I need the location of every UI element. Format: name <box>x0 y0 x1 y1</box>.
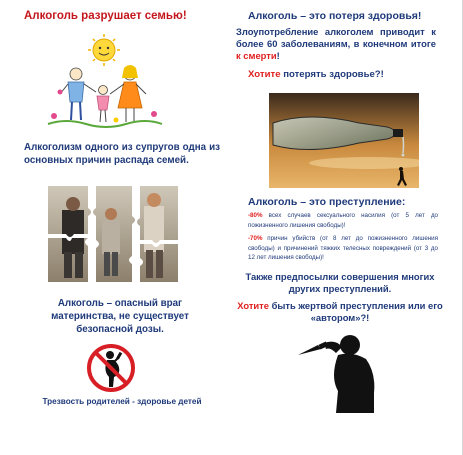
stat2-percent: -70% <box>248 235 263 242</box>
stat1-percent: -80% <box>248 212 263 219</box>
stat-sexual-violence <box>248 211 438 230</box>
left-footer-slogan: Трезвость родителей - здоровье детей <box>42 397 202 406</box>
knife-attacker-silhouette-icon <box>296 333 380 413</box>
health-text: Злоупотребление алкоголем приводит к более 60 заболеваниям, в конечном итоге <box>236 26 436 49</box>
mother-figure <box>110 65 146 122</box>
child-figure <box>97 86 109 123</box>
want-emphasis-2: Хотите <box>237 300 269 311</box>
father-figure <box>60 68 96 120</box>
right-question-health <box>248 69 384 80</box>
left-paragraph-maternity: Алкоголь – опасный враг материнства, не существует безопасной дозы. <box>51 298 189 335</box>
stat1-text: всех случаев сексуального насилия (от 5 лет до пожизненного лишения свободы)! <box>248 212 438 229</box>
stat2-text: причин убийств (от 8 лет до пожизненного лишения свободы) и причинений тяжких телесных повреждений (от 3 до 12 лет лишения свободы)! <box>248 235 438 262</box>
right-question-crime <box>236 300 444 324</box>
right-paragraph-health <box>236 26 436 62</box>
health-text-end: ! <box>276 50 280 61</box>
right-title-health: Алкоголь – это потеря здоровья! <box>248 10 422 22</box>
right-paragraph-other-crimes: Также предпосылки совершения многих других преступлений. <box>245 271 435 294</box>
left-title: Алкоголь разрушает семью! <box>24 10 187 22</box>
sun-icon <box>88 34 120 66</box>
no-alcohol-pregnancy-icon <box>86 343 136 393</box>
question-text-2: быть жертвой преступления или его «автором»?! <box>269 300 443 323</box>
right-title-crime: Алкоголь – это преступление: <box>248 196 406 208</box>
stat-murders <box>248 234 438 263</box>
bottle-sunset-photo <box>269 93 419 188</box>
family-drawing-icon <box>46 32 164 132</box>
left-paragraph-family: Алкоголизм одного из супругов одна из основных причин распада семей. <box>24 142 220 166</box>
death-emphasis: к смерти <box>236 50 277 61</box>
broken-family-puzzle-icon <box>48 186 178 282</box>
want-emphasis: Хотите <box>248 69 281 80</box>
question-text: потерять здоровье?! <box>280 69 384 80</box>
